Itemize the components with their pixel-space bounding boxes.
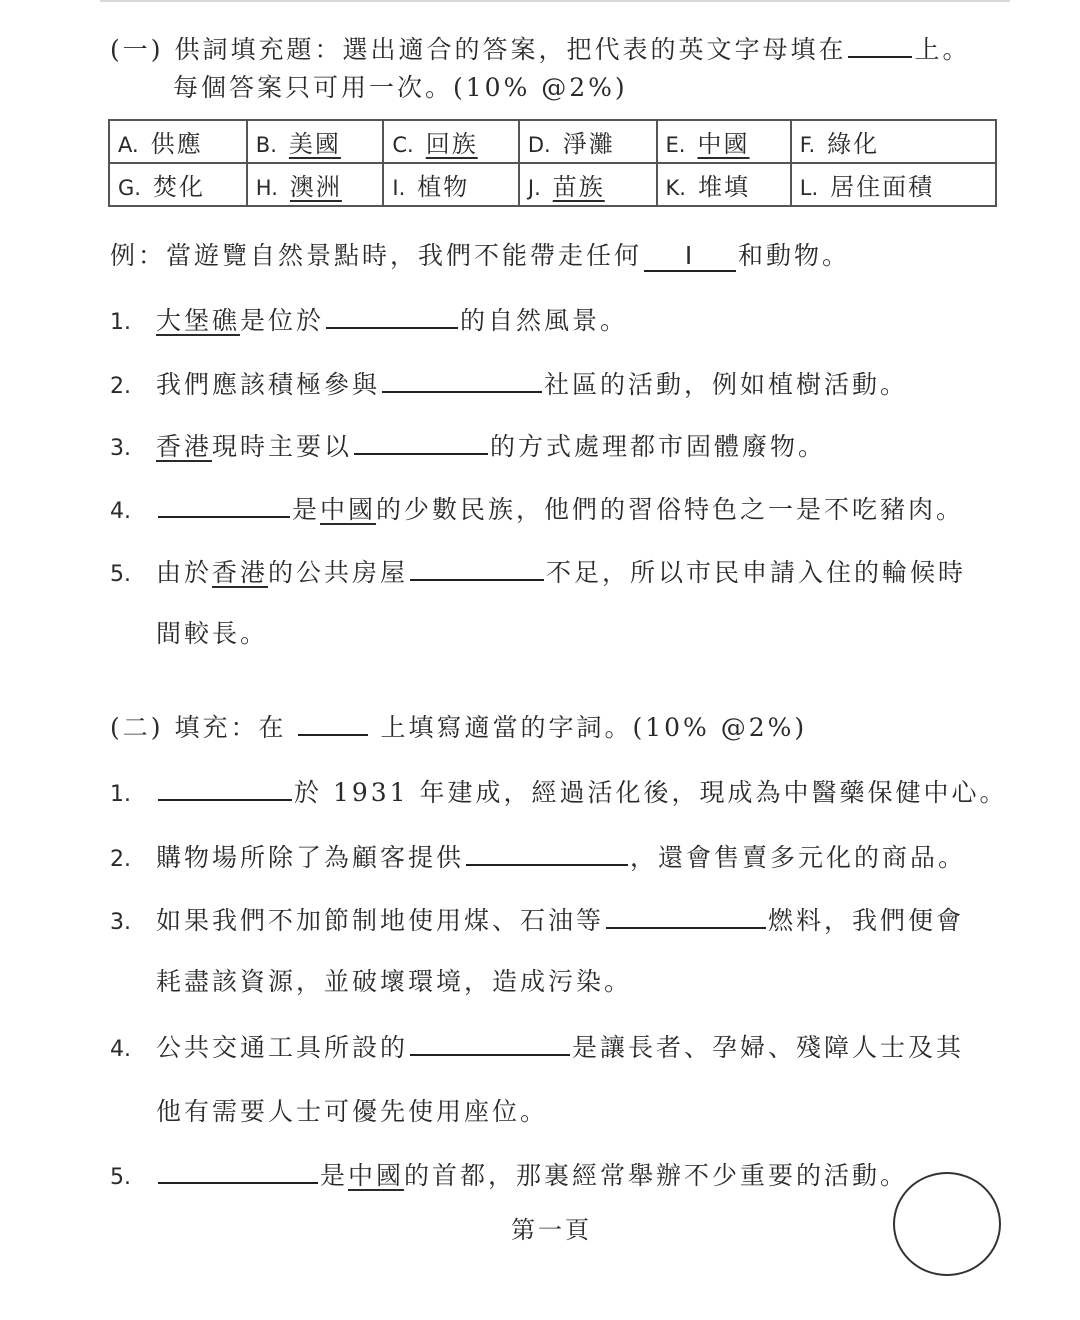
- s1-question-5-cont: 間較長。: [156, 619, 269, 648]
- word-bank-cell: K. 堆填: [657, 163, 791, 206]
- word-bank-cell: F. 綠化: [791, 120, 996, 163]
- word-bank-cell: H. 澳洲: [247, 163, 384, 206]
- s2-question-3: 3. 如果我們不加節制地使用煤、石油等 燃料，我們便會: [110, 906, 965, 935]
- word-bank-row: [109, 163, 996, 206]
- answer-blank[interactable]: [410, 1032, 570, 1056]
- answer-blank[interactable]: [606, 905, 766, 929]
- section1-heading: (一) 供詞填充題：選出適合的答案，把代表的英文字母填在 上。: [110, 35, 971, 64]
- s2-question-4-cont: 他有需要人士可優先使用座位。: [156, 1097, 549, 1126]
- answer-blank[interactable]: [354, 431, 488, 455]
- s1-question-1: 1. 大堡礁是位於 的自然風景。: [110, 306, 629, 335]
- answer-blank[interactable]: [466, 842, 628, 866]
- answer-blank[interactable]: [410, 557, 544, 581]
- s1-question-4: 4. 是中國的少數民族，他們的習俗特色之一是不吃豬肉。: [110, 495, 965, 524]
- heading-blank: [298, 712, 368, 736]
- s1-question-3: 3. 香港現時主要以 的方式處理都市固體廢物。: [110, 432, 827, 461]
- s2-question-2: 2. 購物場所除了為顧客提供 ，還會售賣多元化的商品。: [110, 843, 967, 872]
- page-number: 第一頁: [511, 1216, 592, 1244]
- word-bank-cell: C. 回族: [383, 120, 519, 163]
- word-bank-cell: A. 供應: [109, 120, 247, 163]
- s1-question-5: 5. 由於香港的公共房屋 不足，所以市民申請入住的輪候時: [110, 558, 967, 587]
- answer-blank[interactable]: [158, 777, 292, 801]
- s2-question-1: 1. 於 1931 年建成，經過活化後，現成為中醫藥保健中心。: [110, 778, 1008, 807]
- s1-question-2: 2. 我們應該積極參與 社區的活動，例如植樹活動。: [110, 370, 909, 399]
- s2-question-4: 4. 公共交通工具所設的 是讓長者、孕婦、殘障人士及其: [110, 1033, 965, 1062]
- word-bank-row: [109, 120, 996, 163]
- answer-blank[interactable]: [382, 369, 542, 393]
- top-border: [100, 0, 1010, 2]
- word-bank-cell: G. 焚化: [109, 163, 247, 206]
- answer-blank[interactable]: [158, 494, 290, 518]
- section1-heading-line2: 每個答案只可用一次。(10% @2%): [173, 73, 628, 102]
- section2-heading: (二) 填充：在 上填寫適當的字詞。(10% @2%): [110, 713, 808, 742]
- score-circle: [893, 1172, 1001, 1276]
- word-bank-cell: D. 淨灘: [519, 120, 657, 163]
- answer-blank[interactable]: [326, 305, 458, 329]
- s2-question-5: 5. 是中國的首都，那裏經常舉辦不少重要的活動。: [110, 1161, 909, 1190]
- word-bank-cell: L. 居住面積: [791, 163, 996, 206]
- word-bank-cell: E. 中國: [657, 120, 791, 163]
- example-answer: I: [644, 241, 736, 272]
- word-bank-cell: I. 植物: [383, 163, 519, 206]
- word-bank-cell: B. 美國: [247, 120, 384, 163]
- s2-question-3-cont: 耗盡該資源，並破壞環境，造成污染。: [156, 967, 633, 996]
- word-bank-table: [108, 119, 997, 207]
- word-bank-cell: J. 苗族: [519, 163, 657, 206]
- answer-blank[interactable]: [158, 1160, 318, 1184]
- heading-blank: [848, 34, 912, 58]
- example-line: 例：當遊覽自然景點時，我們不能帶走任何 I 和動物。: [110, 241, 851, 270]
